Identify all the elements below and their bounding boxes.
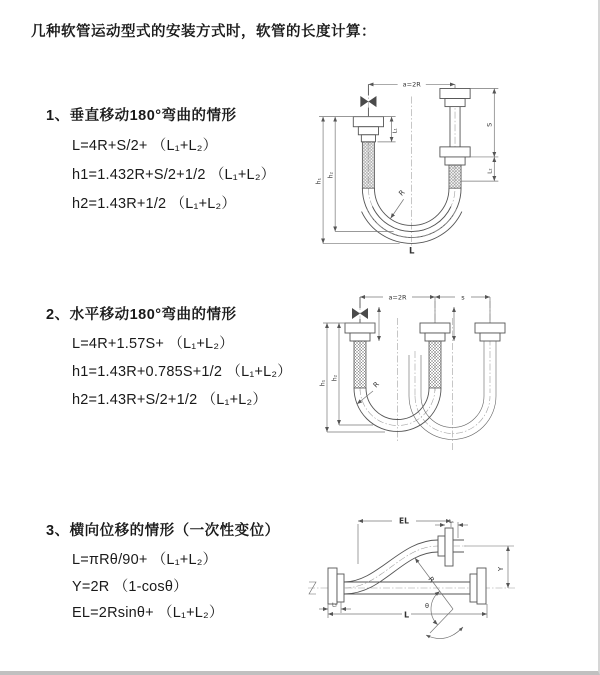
braided-hose-section <box>429 341 441 388</box>
dim-label-l1: L₁ <box>449 519 454 525</box>
braided-hose-section <box>449 165 461 188</box>
dim-label-radius: R <box>371 380 381 390</box>
section-2-formula-l: L=4R+1.57S+ （L₁+L₂） <box>72 336 234 352</box>
dim-label-el: EL <box>399 516 409 526</box>
diagram-horizontal-u-bend <box>315 283 600 468</box>
section-3-formula-el: EL=2Rsinθ+ （L₁+L₂） <box>72 605 224 621</box>
dim-label-h1: h₁ <box>319 379 327 387</box>
section-1-formula-h2: h2=1.43R+1/2 （L₁+L₂） <box>72 196 237 212</box>
dim-label-theta: θ <box>425 602 429 610</box>
section-1-formula-h1: h1=1.432R+S/2+1/2 （L₁+L₂） <box>72 167 276 183</box>
braided-hose-section <box>362 142 374 188</box>
flange <box>440 88 470 98</box>
dim-label-h1: h₁ <box>315 177 323 185</box>
dim-label-radius: R <box>396 187 407 198</box>
dim-label-l1: L₁ <box>392 128 399 134</box>
dim-label-h2: h₂ <box>327 171 335 179</box>
section-1-formula-l: L=4R+S/2+ （L₁+L₂） <box>72 138 218 154</box>
flange <box>328 568 337 604</box>
flange <box>420 323 450 333</box>
section-3-formula-l: L=πRθ/90+ （L₁+L₂） <box>72 552 218 568</box>
dim-label-l2: L₂ <box>487 168 494 174</box>
section-3-formula-y: Y=2R （1-cosθ） <box>72 579 188 595</box>
dim-label-h2: h₂ <box>331 374 339 382</box>
section-3-heading: 3、横向位移的情形（一次性变位） <box>46 523 280 539</box>
diagram-vertical-u-bend <box>311 68 593 260</box>
flange <box>445 528 453 566</box>
dim-label-length: L <box>403 610 410 620</box>
dim-label-length: L <box>408 246 415 257</box>
flange <box>353 117 383 127</box>
dim-label-y: Y <box>497 566 505 572</box>
section-2-formula-h2: h2=1.43R+S/2+1/2 （L₁+L₂） <box>72 392 268 408</box>
section-2-formula-h1: h1=1.43R+0.785S+1/2 （L₁+L₂） <box>72 364 292 380</box>
flange <box>345 323 375 333</box>
dim-label-radius: R <box>426 575 436 585</box>
dim-label-offset: s <box>461 293 465 302</box>
swing-arrow <box>426 627 463 639</box>
section-2-heading: 2、水平移动180°弯曲的情形 <box>46 307 237 323</box>
braided-hose-section <box>354 341 366 388</box>
dim-label-a2r: a=2R <box>388 293 407 302</box>
dim-label-l2: L₂ <box>332 602 337 609</box>
flange <box>477 568 486 604</box>
dim-label-a2r: a=2R <box>402 80 421 89</box>
dim-label-stroke: S <box>485 122 494 127</box>
section-1-heading: 1、垂直移动180°弯曲的情形 <box>46 108 237 124</box>
diagram-lateral-displacement <box>308 506 598 646</box>
flange <box>475 323 505 333</box>
page-title: 几种软管运动型式的安装方式时，软管的长度计算： <box>31 24 376 40</box>
